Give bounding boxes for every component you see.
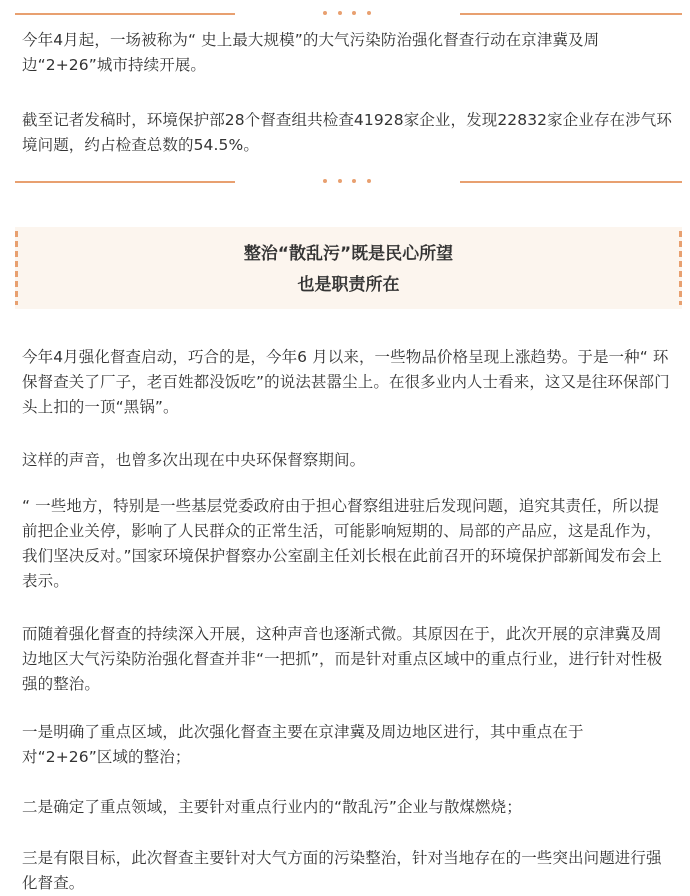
paragraph-repeated-voice: 这样的声音，也曾多次出现在中央环保督察期间。 bbox=[22, 451, 366, 469]
section-divider-top bbox=[0, 4, 690, 24]
divider-line-left bbox=[15, 181, 235, 183]
paragraph-price-rumor: 今年4月强化督查启动，巧合的是，今年6 月以来，一些物品价格呈现上涨趋势。于是一种“ 环保督查关了厂子，老百姓都没饭吃”的说法甚嚣尘上。在很多业内人士看来，这又是往环保部门头上扣的一顶“黑锅”。 bbox=[22, 348, 670, 416]
section-heading-line-1: 整治“散乱污”既是民心所望 bbox=[243, 244, 454, 264]
paragraph-inspection-stats: 截至记者发稿时，环境保护部28个督查组共检查41928家企业，发现22832家企业存在涉气环境问题，约占检查总数的54.5%。 bbox=[22, 111, 672, 154]
section-heading-line-2: 也是职责所在 bbox=[297, 275, 400, 295]
section-divider-middle bbox=[0, 172, 690, 192]
paragraph-official-quote: “ 一些地方，特别是一些基层党委政府由于担心督察组进驻后发现问题，追究其责任，所以提前把企业关停，影响了人民群众的正常生活，可能影响短期的、局部的产品应，这是乱作为，我们坚决反对。”国家环境保护督察办公室副主任刘长根在此前召开的环境保护部新闻发布会上表示。 bbox=[22, 497, 662, 590]
divider-line-right bbox=[460, 181, 682, 183]
paragraph-limited-goal: 三是有限目标，此次督查主要针对大气方面的污染整治，针对当地存在的一些突出问题进行强化督查。 bbox=[22, 849, 662, 892]
divider-dots bbox=[323, 179, 371, 185]
paragraph-targeted-rectification: 而随着强化督查的持续深入开展，这种声音也逐渐式微。其原因在于，此次开展的京津冀及周边地区大气污染防治强化督查并非“一把抓”，而是针对重点区域中的重点行业，进行针对性极强的整治。 bbox=[22, 625, 663, 693]
divider-line-right bbox=[460, 13, 682, 15]
paragraph-campaign-intro: 今年4月起，一场被称为“ 史上最大规模”的大气污染防治强化督查行动在京津冀及周边“2+26”城市持续开展。 bbox=[22, 31, 600, 74]
paragraph-key-field: 二是确定了重点领域，主要针对重点行业内的“散乱污”企业与散煤燃烧； bbox=[22, 798, 522, 816]
divider-line-left bbox=[15, 13, 235, 15]
section-heading-box bbox=[15, 227, 682, 309]
paragraph-key-region: 一是明确了重点区域，此次强化督查主要在京津冀及周边地区进行，其中重点在于对“2+26”区域的整治； bbox=[22, 723, 584, 766]
divider-dots bbox=[323, 11, 371, 17]
